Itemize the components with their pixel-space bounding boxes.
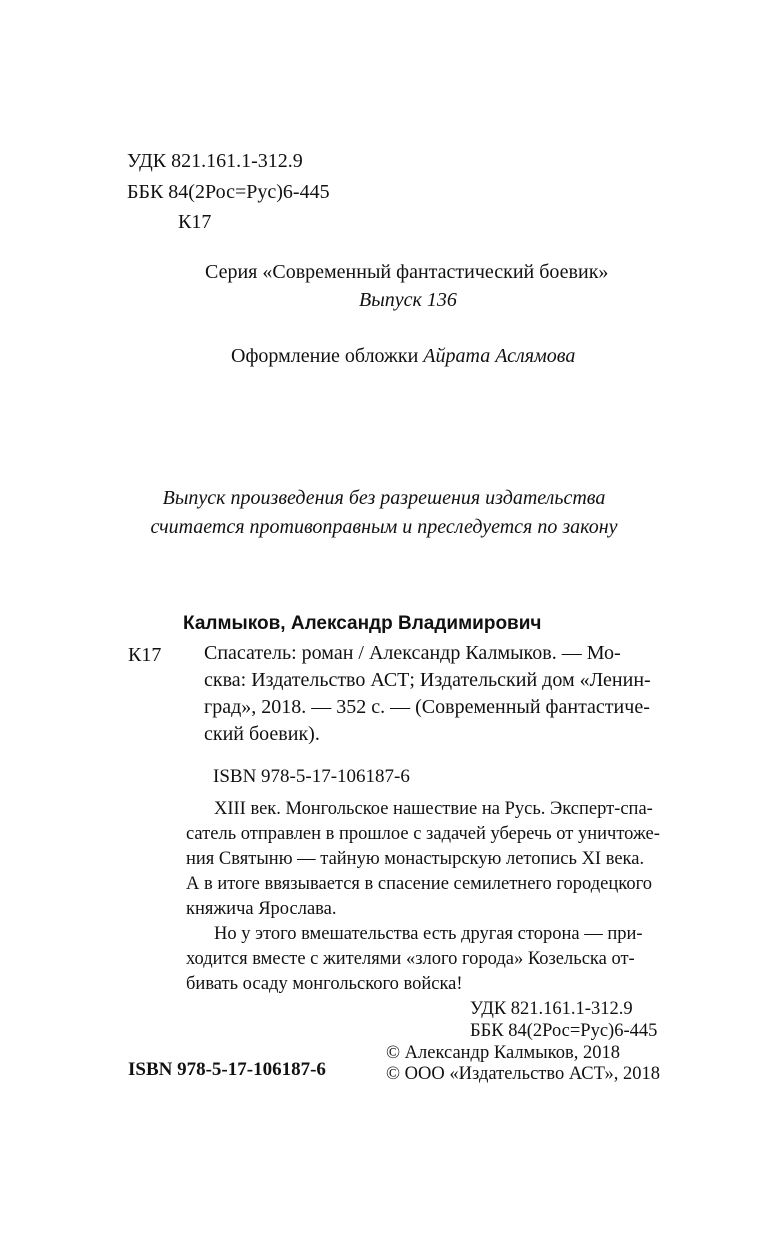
annotation-line: ходится вместе с жителями «злого города» Козельска от- <box>186 949 635 969</box>
catalog-mark: К17 <box>128 644 162 666</box>
annotation-line: А в итоге ввязывается в спасение семилетнего городецкого <box>186 874 652 894</box>
catalog-udk: УДК 821.161.1-312.9 <box>470 999 633 1019</box>
annotation-line: Но у этого вмешательства есть другая сторона — при- <box>214 924 643 944</box>
legal-notice-line2: считается противоправным и преследуется по закону <box>150 516 618 538</box>
bbk-code: ББК 84(2Рос=Рус)6-445 <box>127 181 330 203</box>
cover-credit <box>231 343 575 369</box>
description-line: град», 2018. — 352 с. — (Современный фантастиче- <box>204 696 650 718</box>
catalog-author: Калмыков, Александр Владимирович <box>183 613 542 634</box>
annotation-line: ния Святыню — тайную монастырскую летопись XI века. <box>186 849 645 869</box>
series-issue: Выпуск 136 <box>359 289 457 311</box>
description-line: Спасатель: роман / Александр Калмыков. — Мо- <box>204 642 621 664</box>
description-line: сква: Издательство АСТ; Издательский дом «Ленин- <box>204 669 651 691</box>
annotation-line: бивать осаду монгольского войска! <box>186 974 463 994</box>
copyright-author: © Александр Калмыков, 2018 <box>386 1043 620 1063</box>
description-line: ский боевик). <box>204 723 320 745</box>
legal-notice-line1: Выпуск произведения без разрешения издательства <box>162 487 606 509</box>
footer-isbn: ISBN 978-5-17-106187-6 <box>128 1059 326 1080</box>
annotation-line: XIII век. Монгольское нашествие на Русь. Эксперт-спа- <box>214 799 653 819</box>
author-mark: К17 <box>178 211 212 233</box>
annotation-line: сатель отправлен в прошлое с задачей уберечь от уничтоже- <box>186 824 660 844</box>
copyright-publisher: © ООО «Издательство АСТ», 2018 <box>386 1064 660 1084</box>
annotation-line: княжича Ярослава. <box>186 899 337 919</box>
catalog-description <box>204 640 678 748</box>
annotation <box>186 797 678 997</box>
cover-credit-prefix: Оформление обложки <box>231 345 419 367</box>
catalog-isbn: ISBN 978-5-17-106187-6 <box>213 766 410 787</box>
series-label: Серия «Современный фантастический боевик» <box>205 261 609 283</box>
cover-designer: Айрата Аслямова <box>423 345 576 367</box>
catalog-bbk: ББК 84(2Рос=Рус)6-445 <box>470 1021 658 1041</box>
udk-code: УДК 821.161.1-312.9 <box>127 150 303 172</box>
